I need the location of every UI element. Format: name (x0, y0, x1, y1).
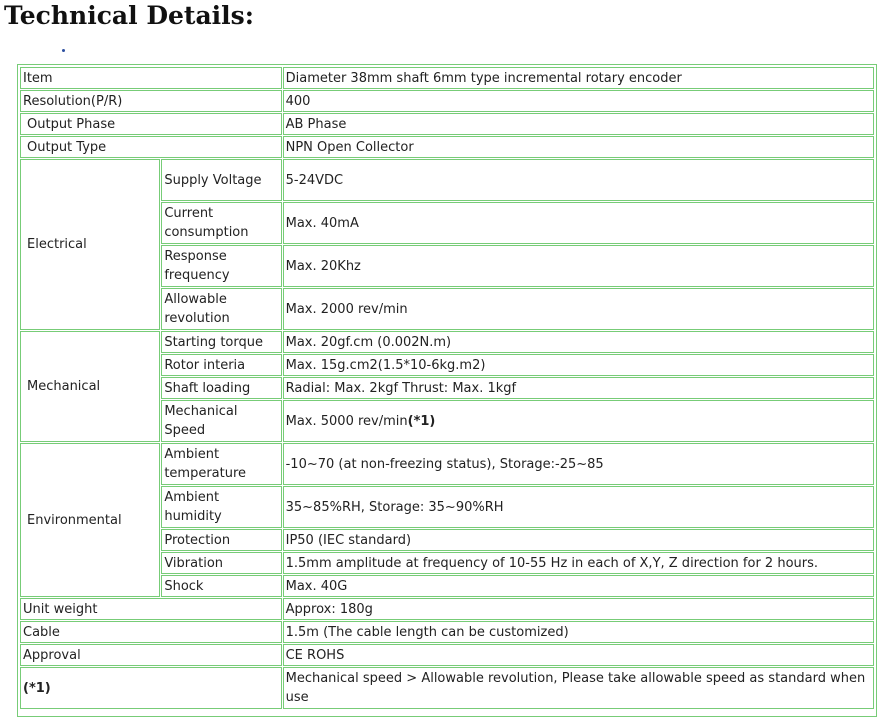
row-label-resolution: Resolution(P/R) (20, 90, 282, 112)
group-label-environmental: Environmental (20, 443, 160, 597)
table-row (20, 621, 874, 643)
row-value-supply-voltage: 5-24VDC (283, 159, 874, 201)
row-label-approval: Approval (20, 644, 282, 666)
mechanical-speed-value: Max. 5000 rev/min (285, 413, 408, 429)
row-label-ambient-temperature: Ambient temperature (161, 443, 281, 485)
row-label-allowable-revolution: Allowable revolution (161, 288, 281, 330)
row-value-output-phase: AB Phase (283, 113, 874, 135)
table-row (20, 90, 874, 112)
specifications-table (19, 66, 875, 710)
row-value-allowable-revolution: Max. 2000 rev/min (283, 288, 874, 330)
row-value-approval: CE ROHS (283, 644, 874, 666)
row-label-cable: Cable (20, 621, 282, 643)
row-label-footnote: (*1) (20, 667, 282, 709)
row-value-shaft-loading: Radial: Max. 2kgf Thrust: Max. 1kgf (283, 377, 874, 399)
table-row (20, 136, 874, 158)
row-label-current-consumption: Current consumption (161, 202, 281, 244)
group-label-mechanical: Mechanical (20, 331, 160, 442)
row-value-protection: IP50 (IEC standard) (283, 529, 874, 551)
row-label-item: Item (20, 67, 282, 89)
row-label-mechanical-speed: Mechanical Speed (161, 400, 281, 442)
row-value-starting-torque: Max. 20gf.cm (0.002N.m) (283, 331, 874, 353)
row-value-item: Diameter 38mm shaft 6mm type incremental rotary encoder (283, 67, 874, 89)
row-value-mechanical-speed (283, 400, 874, 442)
table-row (20, 667, 874, 709)
row-label-starting-torque: Starting torque (161, 331, 281, 353)
table-row (20, 67, 874, 89)
row-value-response-frequency: Max. 20Khz (283, 245, 874, 287)
table-row (20, 113, 874, 135)
row-value-cable: 1.5m (The cable length can be customized) (283, 621, 874, 643)
footnote-reference: (*1) (407, 413, 436, 429)
row-value-ambient-temperature: -10~70 (at non-freezing status), Storage:-25~85 (283, 443, 874, 485)
row-label-shock: Shock (161, 575, 281, 597)
table-row (20, 598, 874, 620)
table-row (20, 644, 874, 666)
row-label-ambient-humidity: Ambient humidity (161, 486, 281, 528)
row-value-shock: Max. 40G (283, 575, 874, 597)
row-label-supply-voltage: Supply Voltage (161, 159, 281, 201)
row-value-vibration: 1.5mm amplitude at frequency of 10-55 Hz in each of X,Y, Z direction for 2 hours. (283, 552, 874, 574)
row-label-output-type: Output Type (20, 136, 282, 158)
table-row (20, 331, 874, 353)
row-value-ambient-humidity: 35~85%RH, Storage: 35~90%RH (283, 486, 874, 528)
row-value-output-type: NPN Open Collector (283, 136, 874, 158)
row-value-unit-weight: Approx: 180g (283, 598, 874, 620)
row-label-shaft-loading: Shaft loading (161, 377, 281, 399)
decorative-dot (62, 49, 65, 52)
row-value-current-consumption: Max. 40mA (283, 202, 874, 244)
row-label-output-phase: Output Phase (20, 113, 282, 135)
row-value-footnote: Mechanical speed > Allowable revolution, Please take allowable speed as standard when use (283, 667, 874, 709)
row-label-vibration: Vibration (161, 552, 281, 574)
table-row (20, 159, 874, 201)
row-label-rotor-interia: Rotor interia (161, 354, 281, 376)
row-label-response-frequency: Response frequency (161, 245, 281, 287)
row-value-resolution: 400 (283, 90, 874, 112)
row-label-unit-weight: Unit weight (20, 598, 282, 620)
row-value-rotor-interia: Max. 15g.cm2(1.5*10-6kg.m2) (283, 354, 874, 376)
table-row (20, 443, 874, 485)
row-label-protection: Protection (161, 529, 281, 551)
group-label-electrical: Electrical (20, 159, 160, 330)
page-heading: Technical Details: (4, 1, 254, 30)
